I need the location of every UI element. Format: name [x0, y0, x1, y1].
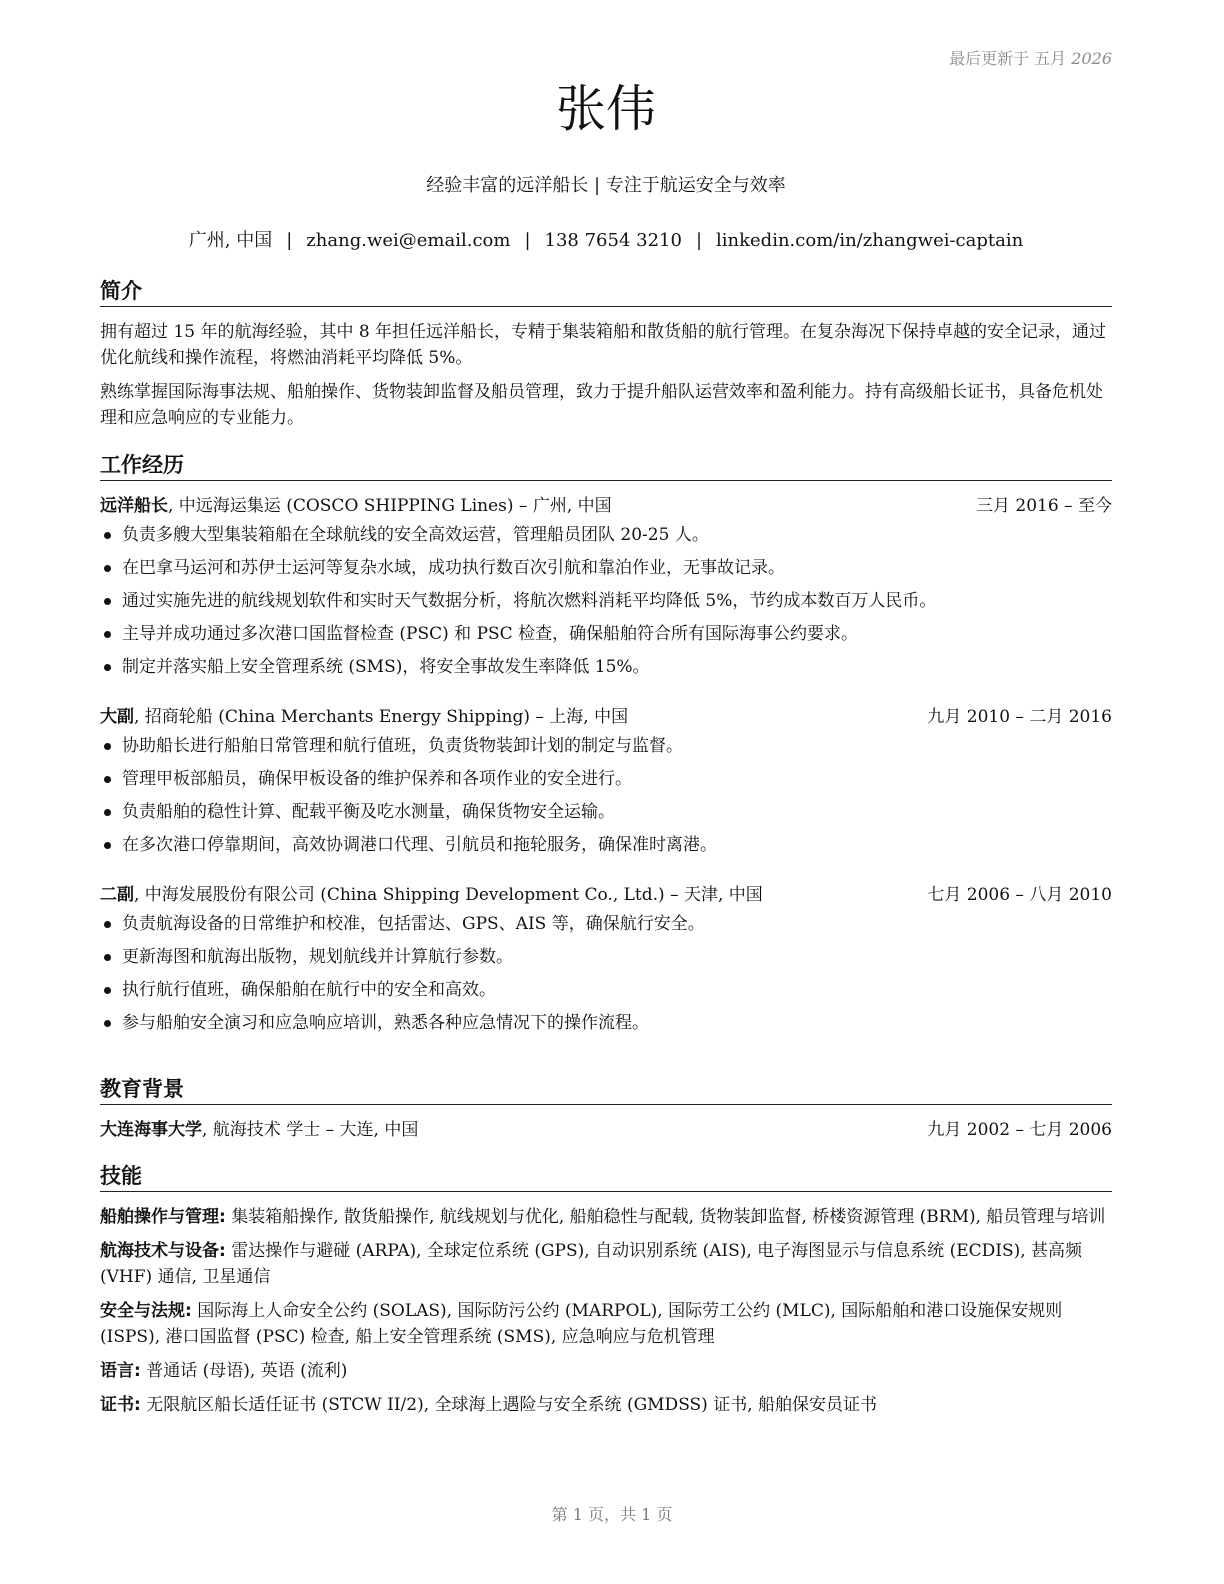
summary-section [100, 278, 1112, 431]
job-bullet: 管理甲板部船员，确保甲板设备的维护保养和各项作业的安全进行。 [100, 763, 1112, 796]
section-title-skills: 技能 [100, 1163, 1112, 1192]
job-bullet: 在巴拿马运河和苏伊士运河等复杂水域，成功执行数百次引航和靠泊作业，无事故记录。 [100, 552, 1112, 585]
job-organization: , 招商轮船 (China Merchants Energy Shipping) – 上海, 中国 [134, 707, 629, 727]
job-role: 大副 [100, 707, 134, 727]
job-entry [100, 882, 1112, 1040]
job-dates: 三月 2016 – 至今 [976, 496, 1112, 516]
skill-text: 国际海上人命安全公约 (SOLAS), 国际防污公约 (MARPOL), 国际劳工公约 (MLC), 国际船舶和港口设施保安规则 (ISPS), 港口国监督 (PSC) 检查, 船上安全管理系统 (SMS), 应急响应与危机管理 [100, 1301, 1063, 1347]
skill-label: 安全与法规: [100, 1301, 192, 1321]
last-updated-prefix: 最后更新于 五月 [949, 49, 1067, 68]
job-dates: 九月 2010 – 二月 2016 [927, 707, 1112, 727]
contact-separator: | [524, 230, 531, 251]
summary-paragraph: 熟练掌握国际海事法规、船舶操作、货物装卸监督及船员管理，致力于提升船队运营效率和盈利能力。持有高级船长证书，具备危机处理和应急响应的专业能力。 [100, 382, 1103, 428]
contact-separator: | [286, 230, 293, 251]
summary-paragraph: 拥有超过 15 年的航海经验，其中 8 年担任远洋船长，专精于集装箱船和散货船的航行管理。在复杂海况下保持卓越的安全记录，通过优化航线和操作流程，将燃油消耗平均降低 5%。 [100, 322, 1107, 368]
contact-email-link[interactable]: zhang.wei@email.com [306, 230, 511, 251]
job-bullets [100, 908, 1112, 1040]
job-bullets [100, 730, 1112, 862]
section-title-experience: 工作经历 [100, 452, 1112, 481]
skill-label: 证书: [100, 1395, 141, 1415]
contact-location: 广州, 中国 [188, 230, 273, 251]
skill-text: 普通话 (母语), 英语 (流利) [140, 1361, 348, 1381]
page-number-footer: 第 1 页，共 1 页 [551, 1505, 673, 1524]
job-organization: , 中海发展股份有限公司 (China Shipping Development Co., Ltd.) – 天津, 中国 [134, 885, 763, 905]
section-title-education: 教育背景 [100, 1076, 1112, 1105]
job-bullet: 通过实施先进的航线规划软件和实时天气数据分析，将航次燃料消耗平均降低 5%，节约成本数百万人民币。 [100, 585, 1112, 618]
tagline: 经验丰富的远洋船长 | 专注于航运安全与效率 [426, 175, 786, 196]
contact-linkedin-link[interactable]: linkedin.com/in/zhangwei-captain [716, 230, 1024, 251]
experience-section [100, 452, 1112, 1040]
skill-text: 无限航区船长适任证书 (STCW II/2), 全球海上遇险与安全系统 (GMDSS) 证书, 船舶保安员证书 [140, 1395, 878, 1415]
job-role: 远洋船长 [100, 496, 168, 516]
job-organization: , 中远海运集运 (COSCO SHIPPING Lines) – 广州, 中国 [168, 496, 612, 516]
education-detail: , 航海技术 学士 – 大连, 中国 [202, 1120, 419, 1140]
job-bullet: 负责航海设备的日常维护和校准，包括雷达、GPS、AIS 等，确保航行安全。 [100, 908, 1112, 941]
candidate-name: 张伟 [556, 80, 656, 138]
skill-row [100, 1238, 1112, 1290]
skill-row [100, 1392, 1112, 1418]
job-bullets [100, 519, 1112, 684]
skill-label: 船舶操作与管理: [100, 1207, 226, 1227]
job-bullet: 负责船舶的稳性计算、配载平衡及吃水测量，确保货物安全运输。 [100, 796, 1112, 829]
education-section [100, 1076, 1112, 1143]
skill-text: 雷达操作与避碰 (ARPA), 全球定位系统 (GPS), 自动识别系统 (AIS), 电子海图显示与信息系统 (ECDIS), 甚高频 (VHF) 通信, 卫星通信 [100, 1241, 1083, 1287]
job-header [100, 493, 1112, 519]
job-bullet: 在多次港口停靠期间，高效协调港口代理、引航员和拖轮服务，确保准时离港。 [100, 829, 1112, 862]
job-bullet: 参与船舶安全演习和应急响应培训，熟悉各种应急情况下的操作流程。 [100, 1007, 1112, 1040]
skill-row [100, 1358, 1112, 1384]
skill-text: 集装箱船操作, 散货船操作, 航线规划与优化, 船舶稳性与配载, 货物装卸监督, 桥楼资源管理 (BRM), 船员管理与培训 [225, 1207, 1106, 1227]
job-bullet: 执行航行值班，确保船舶在航行中的安全和高效。 [100, 974, 1112, 1007]
job-role: 二副 [100, 885, 134, 905]
contact-line [100, 226, 1112, 252]
job-bullet: 负责多艘大型集装箱船在全球航线的安全高效运营，管理船员团队 20-25 人。 [100, 519, 1112, 552]
job-bullet: 协助船长进行船舶日常管理和航行值班，负责货物装卸计划的制定与监督。 [100, 730, 1112, 763]
job-bullet: 更新海图和航海出版物，规划航线并计算航行参数。 [100, 941, 1112, 974]
contact-separator: | [695, 230, 703, 251]
skill-row [100, 1204, 1112, 1230]
skill-row [100, 1298, 1112, 1350]
skills-section [100, 1163, 1112, 1418]
education-entry [100, 1117, 1112, 1143]
job-entry [100, 493, 1112, 684]
job-bullet: 制定并落实船上安全管理系统 (SMS)，将安全事故发生率降低 15%。 [100, 651, 1112, 684]
job-bullet: 主导并成功通过多次港口国监督检查 (PSC) 和 PSC 检查，确保船舶符合所有国际海事公约要求。 [100, 618, 1112, 651]
contact-phone: 138 7654 3210 [544, 230, 682, 251]
job-dates: 七月 2006 – 八月 2010 [927, 885, 1112, 905]
job-entry [100, 704, 1112, 862]
last-updated [949, 46, 1112, 69]
skill-label: 语言: [100, 1361, 141, 1381]
section-title-summary: 简介 [100, 278, 1112, 307]
education-dates: 九月 2002 – 七月 2006 [927, 1120, 1112, 1140]
last-updated-year: 2026 [1071, 49, 1112, 68]
skill-label: 航海技术与设备: [100, 1241, 226, 1261]
job-header [100, 704, 1112, 730]
job-header [100, 882, 1112, 908]
education-school: 大连海事大学 [100, 1120, 202, 1140]
